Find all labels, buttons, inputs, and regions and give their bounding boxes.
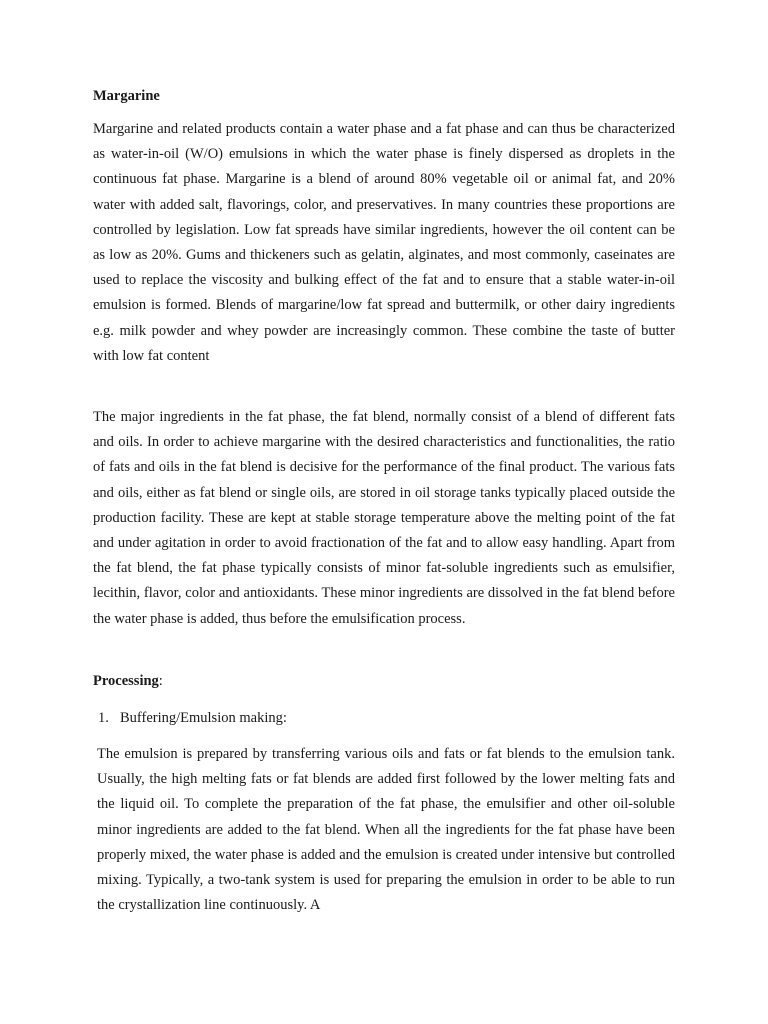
list-item-number: 1. bbox=[98, 710, 109, 726]
paragraph-margarine-intro: Margarine and related products contain a water phase and a fat phase and can thus be characterized as water-in-oil (W/O) emulsions in which the water phase is finely dispersed as droplets in the continuous fat phase. Margarine is a blend of around 80% vegetable oil or animal fat, and 20% water with added salt, flavorings, color, and preservatives. In many countries these proportions are controlled by legislation. Low fat spreads have similar ingredients, however the oil content can be as low as 20%. Gums and thickeners such as gelatin, alginates, and most commonly, caseinates are used to replace the viscosity and bulking effect of the fat and to ensure that a stable water-in-oil emulsion is formed. Blends of margarine/low fat spread and buttermilk, or other dairy ingredients e.g. milk powder and whey powder are increasingly common. These combine the taste of butter with low fat content bbox=[93, 121, 675, 364]
list-item-text: Buffering/Emulsion making: bbox=[120, 710, 287, 726]
processing-heading bbox=[93, 671, 163, 691]
section-title: Margarine bbox=[93, 88, 160, 104]
paragraph-emulsion-making: The emulsion is prepared by transferring various oils and fats or fat blends to the emulsion tank. Usually, the high melting fats or fat blends are added first followed by the lower melting fats and the liquid oil. To complete the preparation of the fat phase, the emulsifier and other oil-soluble minor ingredients are added to the fat blend. When all the ingredients for the fat phase have been properly mixed, the water phase is added and the emulsion is created under intensive but controlled mixing. Typically, a two-tank system is used for preparing the emulsion in order to be able to run the crystallization line continuously. A bbox=[97, 746, 675, 914]
paragraph-fat-phase: The major ingredients in the fat phase, the fat blend, normally consist of a blend of different fats and oils. In order to achieve margarine with the desired characteristics and functionalities, the ratio of fats and oils in the fat blend is decisive for the performance of the final product. The various fats and oils, either as fat blend or single oils, are stored in oil storage tanks typically placed outside the production facility. These are kept at stable storage temperature above the melting point of the fat and under agitation in order to avoid fractionation of the fat and to allow easy handling. Apart from the fat blend, the fat phase typically consists of minor fat-soluble ingredients such as emulsifier, lecithin, flavor, color and antioxidants. These minor ingredients are dissolved in the fat blend before the water phase is added, thus before the emulsification process. bbox=[93, 409, 675, 627]
list-item bbox=[98, 708, 287, 728]
processing-colon: : bbox=[158, 673, 163, 689]
processing-label: Processing bbox=[93, 673, 159, 689]
